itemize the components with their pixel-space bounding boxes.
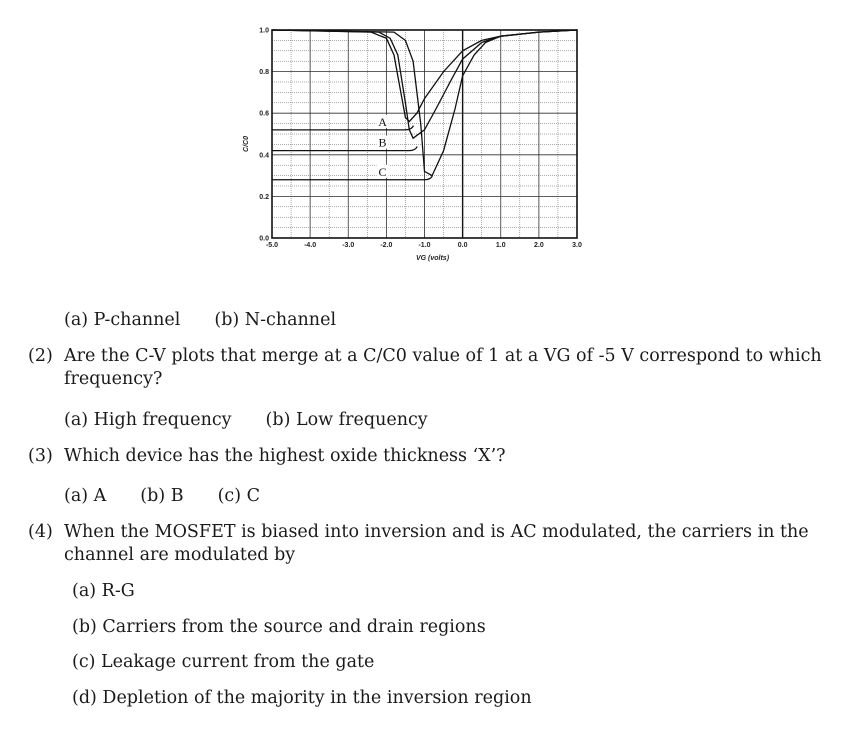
q3-options — [64, 485, 260, 508]
y-tick-label: 0.6 — [259, 110, 269, 118]
x-tick-label: 1.0 — [495, 242, 506, 249]
hf-curve-A — [272, 126, 413, 130]
question-2 — [28, 345, 828, 395]
x-tick-label: -3.0 — [342, 242, 355, 249]
curve-label-C: C — [378, 164, 387, 179]
x-tick-label: -4.0 — [304, 242, 317, 249]
q3-option-a: (a) A — [64, 486, 107, 506]
q3-number: (3) — [28, 446, 53, 466]
q2-option-a: (a) High frequency — [64, 410, 232, 430]
q4-text: When the MOSFET is biased into inversion and is AC modulated, the carriers in the channel are modulated by — [64, 522, 809, 565]
q2-options — [64, 409, 428, 432]
q4-option-b: (b) Carriers from the source and drain regions — [72, 617, 486, 637]
q3-text: Which device has the highest oxide thickness ‘X’? — [64, 446, 506, 466]
curve-label-B: B — [378, 135, 387, 150]
x-tick-label: 3.0 — [572, 242, 582, 249]
y-tick-label: 1.0 — [259, 27, 269, 35]
hf-curve-C — [272, 176, 433, 180]
q2-option-b: (b) Low frequency — [265, 410, 428, 430]
x-tick-label: -2.0 — [380, 242, 393, 249]
q2-number: (2) — [28, 346, 53, 366]
y-tick-label: 0.8 — [259, 69, 269, 77]
x-tick-label: 0.0 — [457, 242, 468, 249]
q4-option-d: (d) Depletion of the majority in the inversion region — [72, 688, 532, 708]
major-grid — [272, 30, 577, 238]
q3-option-c: (c) C — [217, 486, 260, 506]
x-tick-label: -1.0 — [418, 242, 431, 249]
q2-text: Are the C-V plots that merge at a C/C0 value of 1 at a VG of -5 V correspond to which frequency? — [64, 346, 822, 389]
question-4 — [28, 521, 828, 571]
cv-chart — [232, 16, 592, 276]
x-tick-label: 2.0 — [534, 242, 544, 249]
q4-option-c: (c) Leakage current from the gate — [72, 652, 375, 672]
y-tick-label: 0.4 — [259, 152, 269, 160]
q1-option-b: (b) N-channel — [214, 310, 337, 330]
q4-number: (4) — [28, 522, 53, 542]
q1-options — [64, 309, 336, 332]
y-axis-label: C/C0 — [243, 136, 250, 152]
x-axis-label: VG (volts) — [415, 255, 450, 262]
q4-option-a: (a) R-G — [72, 581, 135, 601]
question-3 — [28, 445, 828, 469]
q3-option-b: (b) B — [140, 486, 184, 506]
curve-label-A: A — [378, 114, 387, 129]
y-tick-label: 0.0 — [259, 235, 269, 243]
x-tick-label: -5.0 — [265, 242, 279, 249]
hf-curve-B — [272, 146, 417, 150]
y-tick-label: 0.2 — [259, 193, 269, 201]
cv-plot-figure — [232, 16, 592, 276]
q1-option-a: (a) P-channel — [64, 310, 181, 330]
